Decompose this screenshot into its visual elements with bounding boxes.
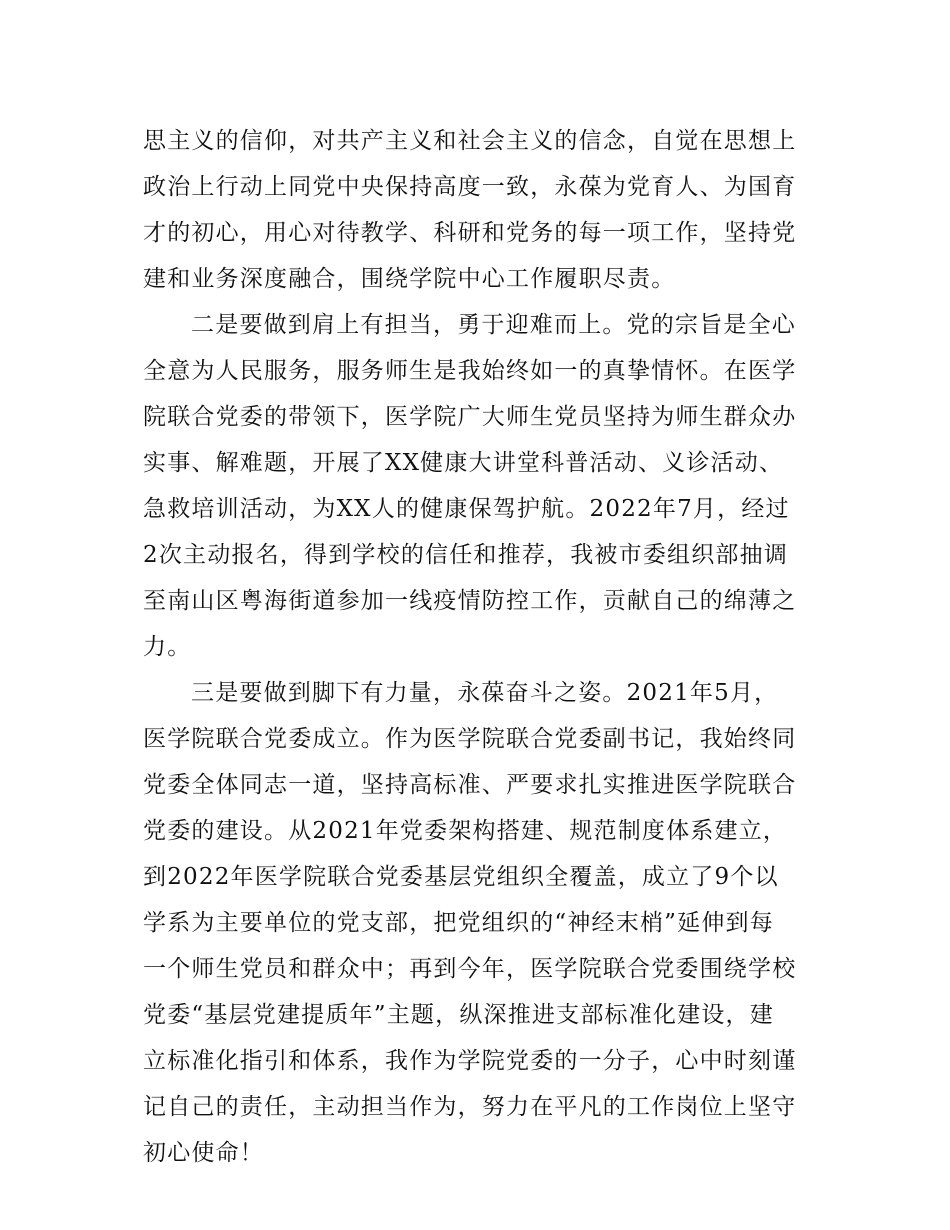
text-line: 党委的建设。从2021年党委架构搭建、规范制度体系建立， <box>143 818 788 844</box>
document-body <box>143 118 823 1176</box>
text-line: 立标准化指引和体系，我作为学院党委的一分子，心中时刻谨 <box>143 1048 797 1074</box>
text-line: 至南山区粤海街道参加一线疫情防控工作，贡献自己的绵薄之 <box>143 588 797 614</box>
text-line: 急救培训活动，为XX人的健康保驾护航。2022年7月，经过 <box>143 496 790 522</box>
text-line: 2次主动报名，得到学校的信任和推荐，我被市委组织部抽调 <box>143 542 789 568</box>
paragraph-first-line: 二是要做到肩上有担当，勇于迎难而上。党的宗旨是全心 <box>191 312 796 338</box>
text-line: 政治上行动上同党中央保持高度一致，永葆为党育人、为国育 <box>143 174 797 200</box>
text-line: 党委“基层党建提质年”主题，纵深推进支部标准化建设，建 <box>143 1002 774 1028</box>
text-line: 一个师生党员和群众中；再到今年，医学院联合党委围绕学校 <box>143 956 797 982</box>
text-line: 学系为主要单位的党支部，把党组织的“神经末梢”延伸到每 <box>143 910 774 936</box>
text-line: 思主义的信仰，对共产主义和社会主义的信念，自觉在思想上 <box>143 128 797 154</box>
text-line: 医学院联合党委成立。作为医学院联合党委副书记，我始终同 <box>143 726 797 752</box>
text-line: 全意为人民服务，服务师生是我始终如一的真挚情怀。在医学 <box>143 358 797 384</box>
text-line: 初心使命！ <box>143 1140 264 1166</box>
text-line: 记自己的责任，主动担当作为，努力在平凡的工作岗位上坚守 <box>143 1094 797 1120</box>
text-line: 实事、解难题，开展了XX健康大讲堂科普活动、义诊活动、 <box>143 450 784 476</box>
text-line: 到2022年医学院联合党委基层党组织全覆盖，成立了9个以 <box>143 864 779 890</box>
text-line: 建和业务深度融合，围绕学院中心工作履职尽责。 <box>143 266 676 292</box>
text-line: 力。 <box>143 634 192 660</box>
text-line: 院联合党委的带领下，医学院广大师生党员坚持为师生群众办 <box>143 404 797 430</box>
text-line: 党委全体同志一道，坚持高标准、严要求扎实推进医学院联合 <box>143 772 797 798</box>
text-line: 才的初心，用心对待教学、科研和党务的每一项工作，坚持党 <box>143 220 797 246</box>
paragraph-first-line: 三是要做到脚下有力量，永葆奋斗之姿。2021年5月， <box>191 680 779 706</box>
